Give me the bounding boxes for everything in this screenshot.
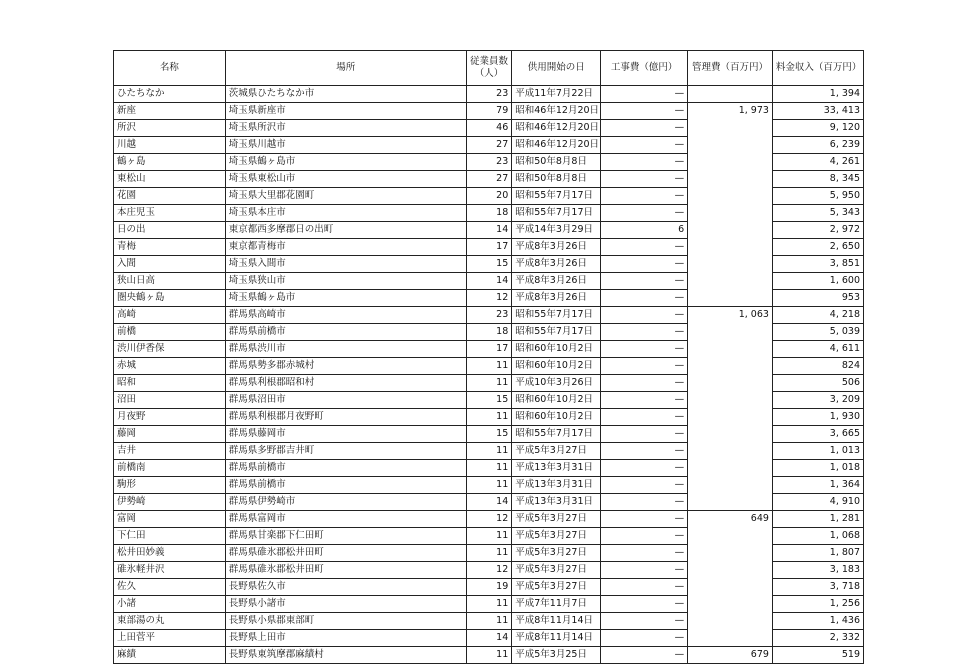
- cell-revenue: 953: [772, 290, 863, 307]
- cell-revenue: 3, 665: [772, 426, 863, 443]
- cell-management-cost: [688, 341, 773, 358]
- cell-employees: 46: [466, 120, 512, 137]
- header-management-cost: 管理費（百万円）: [688, 51, 773, 86]
- cell-start-date: 平成5年3月25日: [512, 647, 601, 664]
- cell-start-date: 昭和50年8月8日: [512, 171, 601, 188]
- cell-employees: 12: [466, 562, 512, 579]
- cell-revenue: 1, 930: [772, 409, 863, 426]
- cell-employees: 11: [466, 375, 512, 392]
- cell-start-date: 平成8年3月26日: [512, 290, 601, 307]
- cell-management-cost: [688, 358, 773, 375]
- cell-start-date: 平成5年3月27日: [512, 545, 601, 562]
- cell-construction-cost: —: [601, 171, 688, 188]
- cell-employees: 11: [466, 409, 512, 426]
- cell-location: 東京都青梅市: [225, 239, 466, 256]
- cell-construction-cost: —: [601, 562, 688, 579]
- cell-start-date: 昭和46年12月20日: [512, 137, 601, 154]
- cell-revenue: 5, 343: [772, 205, 863, 222]
- cell-revenue: 1, 436: [772, 613, 863, 630]
- cell-construction-cost: —: [601, 86, 688, 103]
- cell-location: 長野県上田市: [225, 630, 466, 647]
- cell-management-cost: [688, 545, 773, 562]
- cell-location: 群馬県碓氷郡松井田町: [225, 545, 466, 562]
- header-employees-line2: （人）: [474, 68, 504, 79]
- cell-construction-cost: —: [601, 290, 688, 307]
- cell-revenue: 5, 039: [772, 324, 863, 341]
- cell-employees: 11: [466, 460, 512, 477]
- table-row: [114, 137, 864, 154]
- cell-employees: 27: [466, 171, 512, 188]
- cell-revenue: 506: [772, 375, 863, 392]
- cell-revenue: 2, 332: [772, 630, 863, 647]
- table-row: [114, 409, 864, 426]
- header-start-date: 供用開始の日: [512, 51, 601, 86]
- cell-employees: 11: [466, 613, 512, 630]
- header-row: [114, 51, 864, 86]
- cell-management-cost: [688, 324, 773, 341]
- table-header: [114, 51, 864, 86]
- cell-employees: 11: [466, 596, 512, 613]
- cell-construction-cost: —: [601, 341, 688, 358]
- table-row: [114, 494, 864, 511]
- cell-location: 埼玉県所沢市: [225, 120, 466, 137]
- cell-start-date: 平成8年11月14日: [512, 630, 601, 647]
- table-row: [114, 613, 864, 630]
- cell-location: 長野県小諸市: [225, 596, 466, 613]
- cell-management-cost: [688, 426, 773, 443]
- table-row: [114, 528, 864, 545]
- cell-revenue: 33, 413: [772, 103, 863, 120]
- cell-location: 埼玉県東松山市: [225, 171, 466, 188]
- cell-revenue: 1, 364: [772, 477, 863, 494]
- cell-employees: 14: [466, 630, 512, 647]
- table-row: [114, 205, 864, 222]
- cell-employees: 11: [466, 358, 512, 375]
- cell-revenue: 2, 972: [772, 222, 863, 239]
- cell-construction-cost: —: [601, 375, 688, 392]
- cell-employees: 23: [466, 86, 512, 103]
- cell-location: 群馬県前橋市: [225, 324, 466, 341]
- cell-name: 圏央鶴ヶ島: [114, 290, 226, 307]
- cell-location: 長野県佐久市: [225, 579, 466, 596]
- cell-management-cost: [688, 528, 773, 545]
- cell-location: 群馬県甘楽郡下仁田町: [225, 528, 466, 545]
- table-row: [114, 358, 864, 375]
- cell-construction-cost: —: [601, 188, 688, 205]
- cell-start-date: 平成13年3月31日: [512, 494, 601, 511]
- cell-management-cost: [688, 392, 773, 409]
- cell-management-cost: [688, 188, 773, 205]
- table-row: [114, 188, 864, 205]
- cell-name: 上田菅平: [114, 630, 226, 647]
- cell-revenue: 1, 281: [772, 511, 863, 528]
- cell-employees: 11: [466, 528, 512, 545]
- cell-employees: 15: [466, 256, 512, 273]
- cell-location: 埼玉県大里郡花園町: [225, 188, 466, 205]
- cell-employees: 18: [466, 324, 512, 341]
- table-row: [114, 392, 864, 409]
- cell-start-date: 平成5年3月27日: [512, 528, 601, 545]
- cell-revenue: 519: [772, 647, 863, 664]
- cell-name: 吉井: [114, 443, 226, 460]
- table-row: [114, 103, 864, 120]
- cell-revenue: 1, 600: [772, 273, 863, 290]
- table-row: [114, 647, 864, 664]
- cell-location: 群馬県高崎市: [225, 307, 466, 324]
- cell-management-cost: [688, 409, 773, 426]
- cell-revenue: 2, 650: [772, 239, 863, 256]
- table-body: [114, 86, 864, 664]
- table-row: [114, 460, 864, 477]
- cell-construction-cost: —: [601, 443, 688, 460]
- cell-construction-cost: —: [601, 426, 688, 443]
- cell-name: 渋川伊香保: [114, 341, 226, 358]
- cell-construction-cost: —: [601, 494, 688, 511]
- cell-location: 群馬県勢多郡赤城村: [225, 358, 466, 375]
- cell-name: 伊勢崎: [114, 494, 226, 511]
- cell-construction-cost: —: [601, 392, 688, 409]
- cell-name: 佐久: [114, 579, 226, 596]
- cell-location: 群馬県富岡市: [225, 511, 466, 528]
- cell-start-date: 平成14年3月29日: [512, 222, 601, 239]
- cell-construction-cost: —: [601, 239, 688, 256]
- cell-employees: 14: [466, 222, 512, 239]
- cell-construction-cost: —: [601, 307, 688, 324]
- cell-name: 青梅: [114, 239, 226, 256]
- cell-revenue: 1, 256: [772, 596, 863, 613]
- header-name: 名称: [114, 51, 226, 86]
- cell-start-date: 平成5年3月27日: [512, 562, 601, 579]
- cell-revenue: 1, 068: [772, 528, 863, 545]
- cell-start-date: 平成8年11月14日: [512, 613, 601, 630]
- cell-location: 群馬県伊勢崎市: [225, 494, 466, 511]
- cell-construction-cost: 6: [601, 222, 688, 239]
- cell-location: 埼玉県鶴ヶ島市: [225, 290, 466, 307]
- cell-location: 埼玉県狭山市: [225, 273, 466, 290]
- cell-revenue: 1, 013: [772, 443, 863, 460]
- cell-location: 群馬県多野郡吉井町: [225, 443, 466, 460]
- table-row: [114, 375, 864, 392]
- cell-construction-cost: —: [601, 358, 688, 375]
- header-employees: [466, 51, 512, 86]
- header-revenue: 料金収入（百万円）: [772, 51, 863, 86]
- cell-construction-cost: —: [601, 103, 688, 120]
- cell-start-date: 平成8年3月26日: [512, 239, 601, 256]
- cell-management-cost: [688, 460, 773, 477]
- cell-name: 入間: [114, 256, 226, 273]
- cell-start-date: 平成5年3月27日: [512, 511, 601, 528]
- header-location: 場所: [225, 51, 466, 86]
- cell-location: 群馬県渋川市: [225, 341, 466, 358]
- cell-location: 群馬県前橋市: [225, 460, 466, 477]
- table-row: [114, 562, 864, 579]
- cell-construction-cost: —: [601, 545, 688, 562]
- cell-employees: 27: [466, 137, 512, 154]
- cell-employees: 15: [466, 426, 512, 443]
- cell-name: 松井田妙義: [114, 545, 226, 562]
- cell-location: 茨城県ひたちなか市: [225, 86, 466, 103]
- cell-employees: 18: [466, 205, 512, 222]
- cell-revenue: 4, 910: [772, 494, 863, 511]
- cell-revenue: 1, 807: [772, 545, 863, 562]
- cell-location: 埼玉県鶴ヶ島市: [225, 154, 466, 171]
- cell-name: 東部湯の丸: [114, 613, 226, 630]
- cell-employees: 14: [466, 273, 512, 290]
- table-row: [114, 596, 864, 613]
- cell-location: 埼玉県川越市: [225, 137, 466, 154]
- cell-location: 埼玉県新座市: [225, 103, 466, 120]
- cell-name: 前橋南: [114, 460, 226, 477]
- cell-location: 群馬県沼田市: [225, 392, 466, 409]
- cell-revenue: 6, 239: [772, 137, 863, 154]
- cell-management-cost: [688, 579, 773, 596]
- cell-name: 碓氷軽井沢: [114, 562, 226, 579]
- cell-management-cost: [688, 494, 773, 511]
- cell-management-cost: [688, 205, 773, 222]
- cell-management-cost: [688, 239, 773, 256]
- cell-start-date: 昭和46年12月20日: [512, 120, 601, 137]
- cell-revenue: 4, 218: [772, 307, 863, 324]
- cell-construction-cost: —: [601, 205, 688, 222]
- cell-management-cost: [688, 290, 773, 307]
- cell-start-date: 昭和55年7月17日: [512, 307, 601, 324]
- cell-employees: 17: [466, 239, 512, 256]
- table-row: [114, 256, 864, 273]
- cell-start-date: 昭和55年7月17日: [512, 426, 601, 443]
- cell-location: 埼玉県入間市: [225, 256, 466, 273]
- cell-employees: 11: [466, 647, 512, 664]
- cell-construction-cost: —: [601, 324, 688, 341]
- table-row: [114, 324, 864, 341]
- cell-start-date: 平成5年3月27日: [512, 579, 601, 596]
- cell-construction-cost: —: [601, 579, 688, 596]
- cell-construction-cost: —: [601, 154, 688, 171]
- cell-name: 下仁田: [114, 528, 226, 545]
- cell-construction-cost: —: [601, 137, 688, 154]
- cell-construction-cost: —: [601, 273, 688, 290]
- cell-management-cost: [688, 562, 773, 579]
- cell-employees: 11: [466, 443, 512, 460]
- table-row: [114, 239, 864, 256]
- table-row: [114, 579, 864, 596]
- cell-start-date: 昭和46年12月20日: [512, 103, 601, 120]
- cell-construction-cost: —: [601, 256, 688, 273]
- cell-employees: 12: [466, 290, 512, 307]
- cell-name: 新座: [114, 103, 226, 120]
- cell-construction-cost: —: [601, 630, 688, 647]
- cell-management-cost: 1, 063: [688, 307, 773, 324]
- cell-construction-cost: —: [601, 528, 688, 545]
- table-row: [114, 545, 864, 562]
- cell-name: 川越: [114, 137, 226, 154]
- cell-start-date: 平成8年3月26日: [512, 256, 601, 273]
- cell-start-date: 平成13年3月31日: [512, 477, 601, 494]
- cell-start-date: 平成11年7月22日: [512, 86, 601, 103]
- cell-name: 駒形: [114, 477, 226, 494]
- cell-name: 小諸: [114, 596, 226, 613]
- cell-revenue: 4, 611: [772, 341, 863, 358]
- cell-name: 高崎: [114, 307, 226, 324]
- cell-construction-cost: —: [601, 409, 688, 426]
- cell-name: 狭山日高: [114, 273, 226, 290]
- cell-start-date: 昭和60年10月2日: [512, 409, 601, 426]
- header-employees-line1: 従業員数: [470, 56, 509, 67]
- table-row: [114, 511, 864, 528]
- cell-start-date: 平成13年3月31日: [512, 460, 601, 477]
- cell-management-cost: 649: [688, 511, 773, 528]
- cell-employees: 14: [466, 494, 512, 511]
- cell-name: 昭和: [114, 375, 226, 392]
- cell-employees: 23: [466, 307, 512, 324]
- cell-management-cost: [688, 613, 773, 630]
- table-row: [114, 443, 864, 460]
- cell-revenue: 3, 851: [772, 256, 863, 273]
- cell-location: 群馬県前橋市: [225, 477, 466, 494]
- cell-name: 赤城: [114, 358, 226, 375]
- cell-name: 麻績: [114, 647, 226, 664]
- cell-revenue: 9, 120: [772, 120, 863, 137]
- header-construction-cost: 工事費（億円）: [601, 51, 688, 86]
- cell-name: 所沢: [114, 120, 226, 137]
- cell-revenue: 8, 345: [772, 171, 863, 188]
- cell-revenue: 4, 261: [772, 154, 863, 171]
- cell-name: ひたちなか: [114, 86, 226, 103]
- cell-construction-cost: —: [601, 511, 688, 528]
- cell-management-cost: 1, 973: [688, 103, 773, 120]
- cell-management-cost: [688, 86, 773, 103]
- cell-location: 群馬県碓氷郡松井田町: [225, 562, 466, 579]
- cell-start-date: 昭和60年10月2日: [512, 392, 601, 409]
- table-row: [114, 341, 864, 358]
- cell-management-cost: [688, 477, 773, 494]
- cell-revenue: 824: [772, 358, 863, 375]
- cell-location: 長野県東筑摩郡麻績村: [225, 647, 466, 664]
- cell-construction-cost: —: [601, 120, 688, 137]
- cell-name: 本庄児玉: [114, 205, 226, 222]
- cell-employees: 12: [466, 511, 512, 528]
- cell-employees: 20: [466, 188, 512, 205]
- cell-start-date: 平成7年11月7日: [512, 596, 601, 613]
- table-row: [114, 273, 864, 290]
- cell-name: 富岡: [114, 511, 226, 528]
- table-row: [114, 477, 864, 494]
- cell-name: 鶴ヶ島: [114, 154, 226, 171]
- cell-revenue: 3, 718: [772, 579, 863, 596]
- cell-management-cost: [688, 596, 773, 613]
- cell-location: 群馬県藤岡市: [225, 426, 466, 443]
- cell-employees: 23: [466, 154, 512, 171]
- cell-start-date: 昭和50年8月8日: [512, 154, 601, 171]
- table-row: [114, 222, 864, 239]
- cell-revenue: 1, 018: [772, 460, 863, 477]
- cell-location: 東京都西多摩郡日の出町: [225, 222, 466, 239]
- cell-start-date: 昭和60年10月2日: [512, 341, 601, 358]
- cell-revenue: 3, 183: [772, 562, 863, 579]
- cell-management-cost: [688, 443, 773, 460]
- cell-management-cost: 679: [688, 647, 773, 664]
- cell-management-cost: [688, 154, 773, 171]
- cell-construction-cost: —: [601, 596, 688, 613]
- cell-management-cost: [688, 375, 773, 392]
- interchange-table: [113, 50, 864, 664]
- cell-construction-cost: —: [601, 613, 688, 630]
- cell-start-date: 平成10年3月26日: [512, 375, 601, 392]
- cell-name: 月夜野: [114, 409, 226, 426]
- table-row: [114, 290, 864, 307]
- cell-start-date: 平成8年3月26日: [512, 273, 601, 290]
- cell-employees: 19: [466, 579, 512, 596]
- cell-employees: 79: [466, 103, 512, 120]
- cell-location: 群馬県利根郡昭和村: [225, 375, 466, 392]
- cell-construction-cost: —: [601, 477, 688, 494]
- cell-start-date: 昭和60年10月2日: [512, 358, 601, 375]
- cell-start-date: 昭和55年7月17日: [512, 188, 601, 205]
- cell-management-cost: [688, 120, 773, 137]
- cell-revenue: 3, 209: [772, 392, 863, 409]
- cell-name: 花園: [114, 188, 226, 205]
- cell-construction-cost: —: [601, 460, 688, 477]
- cell-location: 埼玉県本庄市: [225, 205, 466, 222]
- cell-start-date: 昭和55年7月17日: [512, 205, 601, 222]
- cell-employees: 11: [466, 545, 512, 562]
- cell-start-date: 昭和55年7月17日: [512, 324, 601, 341]
- cell-employees: 11: [466, 477, 512, 494]
- cell-start-date: 平成5年3月27日: [512, 443, 601, 460]
- cell-management-cost: [688, 222, 773, 239]
- cell-name: 藤岡: [114, 426, 226, 443]
- cell-management-cost: [688, 256, 773, 273]
- cell-employees: 15: [466, 392, 512, 409]
- cell-name: 東松山: [114, 171, 226, 188]
- cell-location: 群馬県利根郡月夜野町: [225, 409, 466, 426]
- cell-location: 長野県小県郡東部町: [225, 613, 466, 630]
- table-row: [114, 171, 864, 188]
- table-row: [114, 120, 864, 137]
- cell-revenue: 5, 950: [772, 188, 863, 205]
- cell-name: 前橋: [114, 324, 226, 341]
- cell-name: 日の出: [114, 222, 226, 239]
- cell-management-cost: [688, 137, 773, 154]
- cell-management-cost: [688, 273, 773, 290]
- cell-revenue: 1, 394: [772, 86, 863, 103]
- cell-name: 沼田: [114, 392, 226, 409]
- cell-construction-cost: —: [601, 647, 688, 664]
- table-row: [114, 426, 864, 443]
- table-row: [114, 307, 864, 324]
- table-row: [114, 154, 864, 171]
- cell-management-cost: [688, 171, 773, 188]
- cell-employees: 17: [466, 341, 512, 358]
- table-row: [114, 86, 864, 103]
